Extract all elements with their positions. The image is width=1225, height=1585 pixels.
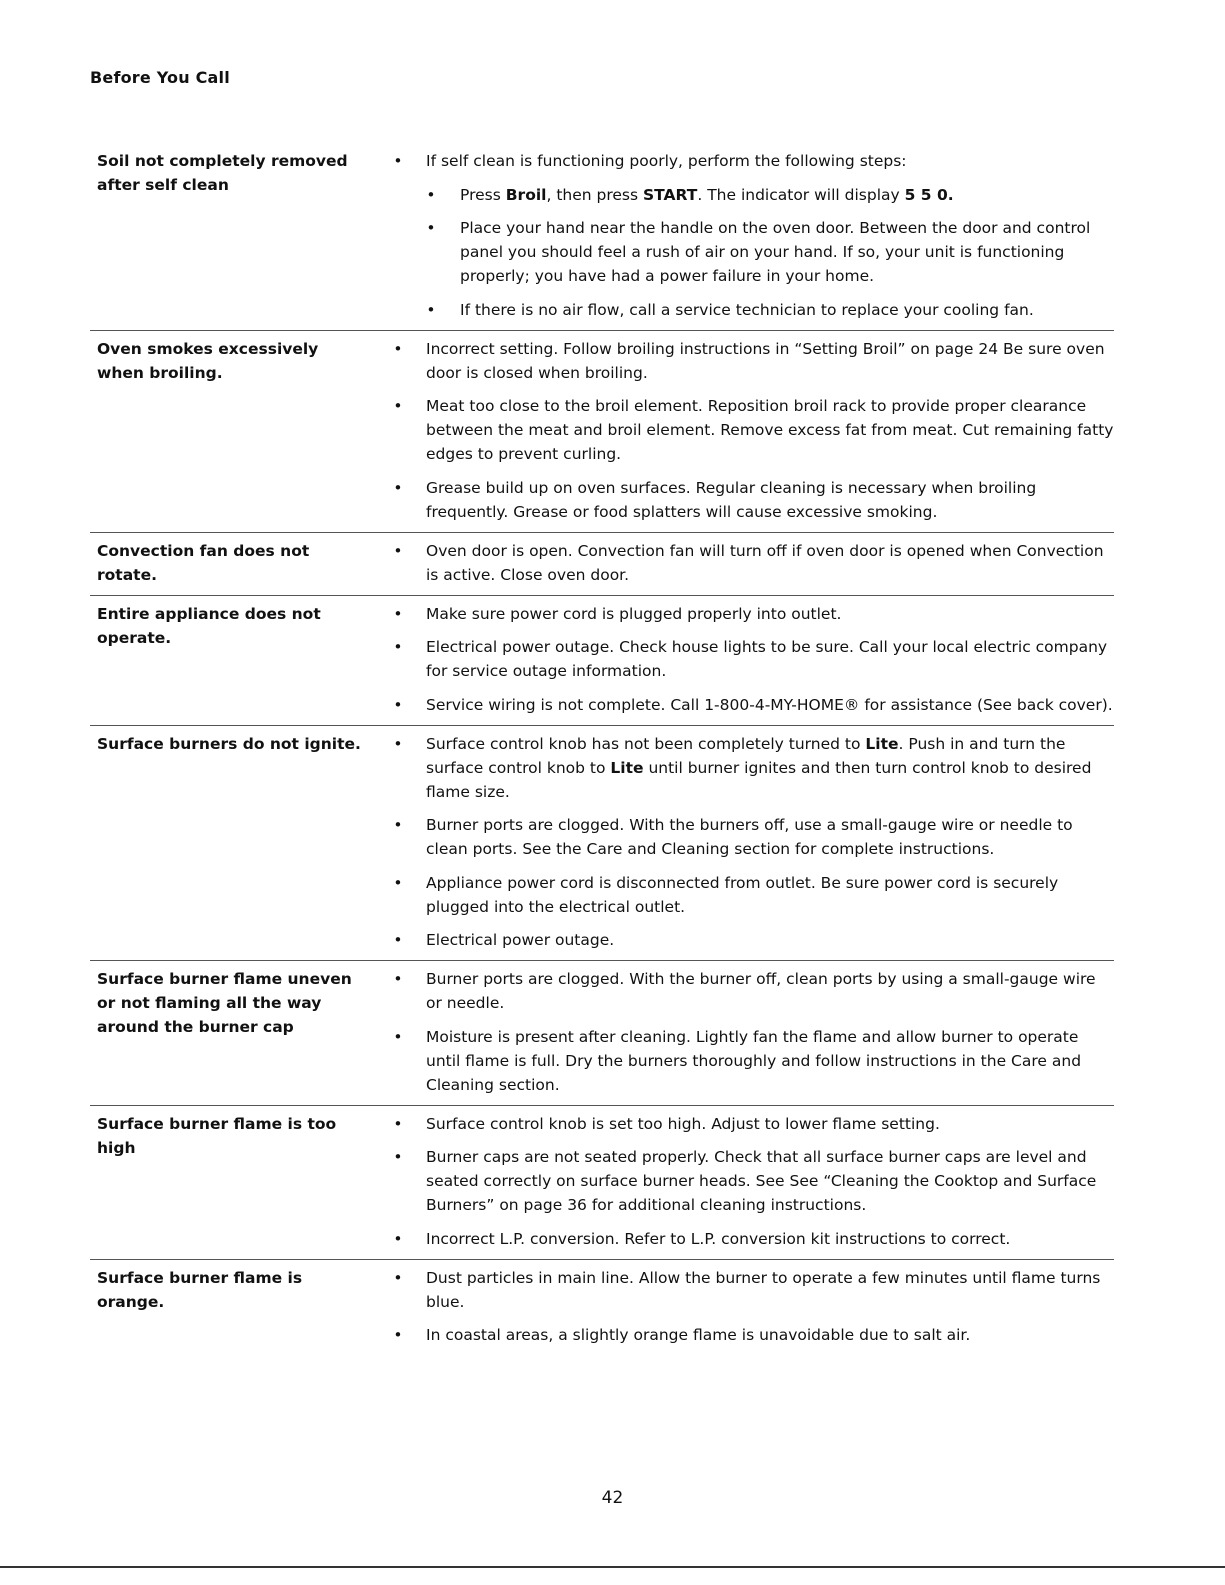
bullet-icon: •	[393, 1148, 403, 1166]
cause-text: Electrical power outage.	[426, 931, 615, 949]
trouble-row	[90, 1260, 1114, 1356]
cause-list	[375, 732, 1114, 957]
cause-item	[375, 1112, 1114, 1136]
problem-label: Surface burners do not ignite.	[97, 734, 361, 753]
cause-text: Service wiring is not complete. Call 1-800-4-MY-HOME® for assistance (See back cover).	[426, 695, 1113, 714]
sub-step	[426, 298, 1114, 322]
text-run: . The indicator will display	[697, 185, 905, 204]
cause-list	[375, 1266, 1114, 1352]
cause-item	[375, 1025, 1114, 1097]
bullet-icon: •	[426, 300, 436, 319]
problem-label: Surface burner flame is too high	[97, 1114, 337, 1157]
cause-item	[375, 1145, 1114, 1217]
cause-text: Make sure power cord is plugged properly into outlet.	[426, 604, 842, 623]
cause-text: Appliance power cord is disconnected from outlet. Be sure power cord is securely plugged into the electrical outlet.	[426, 873, 1059, 916]
bold-term: Broil	[505, 185, 547, 204]
bullet-icon: •	[393, 604, 403, 623]
trouble-row	[90, 533, 1114, 596]
text-run: If there is no air flow, call a service technician to replace your cooling fan.	[460, 300, 1034, 319]
cause-item	[375, 394, 1114, 466]
cause-list	[375, 967, 1114, 1101]
bullet-icon: •	[393, 1114, 403, 1133]
bullet-icon: •	[393, 541, 403, 560]
cause-text	[426, 735, 1091, 801]
cause-item	[375, 732, 1114, 804]
trouble-row	[90, 596, 1114, 726]
footer-rule	[0, 1566, 1225, 1568]
bullet-icon: •	[393, 339, 403, 358]
cause-text: Oven door is open. Convection fan will turn off if oven door is opened when Convection is active. Close oven door.	[426, 541, 1104, 584]
bullet-icon: •	[393, 638, 403, 656]
cause-text: Burner caps are not seated properly. Check that all surface burner caps are level and seated correctly on surface burner heads. See See “Cleaning the Cooktop and Surface Burners” on page 36 for additional cleaning instructions.	[426, 1148, 1097, 1214]
problem-label: Convection fan does not rotate.	[97, 541, 310, 584]
cause-item	[375, 967, 1114, 1015]
cause-list	[375, 337, 1114, 528]
cause-text: In coastal areas, a slightly orange flame is unavoidable due to salt air.	[426, 1326, 971, 1344]
troubleshooting-table	[90, 143, 1114, 1355]
cause-text: Dust particles in main line. Allow the burner to operate a few minutes until flame turns blue.	[426, 1268, 1101, 1311]
cause-item	[375, 813, 1114, 861]
cause-list	[375, 602, 1114, 721]
bold-term: Lite	[610, 758, 644, 777]
text-run: Press	[460, 185, 506, 204]
trouble-row	[90, 961, 1114, 1106]
cause-item	[375, 602, 1114, 626]
cause-item	[375, 337, 1114, 385]
problem-label: Surface burner flame is orange.	[97, 1268, 303, 1311]
bullet-icon: •	[393, 695, 403, 714]
trouble-row	[90, 331, 1114, 533]
cause-text: Meat too close to the broil element. Reposition broil rack to provide proper clearance between the meat and broil element. Remove excess fat from meat. Cut remaining fatty edges to prevent curling.	[426, 397, 1114, 463]
cause-item	[375, 635, 1114, 683]
cause-item	[375, 871, 1114, 919]
trouble-row	[90, 143, 1114, 331]
cause-item	[375, 1227, 1114, 1251]
trouble-row	[90, 726, 1114, 962]
problem-label: Surface burner flame uneven or not flaming all the way around the burner cap	[97, 970, 352, 1036]
cause-item	[375, 1266, 1114, 1314]
bullet-icon: •	[393, 1229, 403, 1248]
cause-text: Incorrect L.P. conversion. Refer to L.P. conversion kit instructions to correct.	[426, 1229, 1011, 1248]
sub-step-text	[460, 301, 1034, 319]
cause-item	[375, 928, 1114, 952]
cause-text: If self clean is functioning poorly, perform the following steps:	[426, 152, 907, 170]
problem-label: Oven smokes excessively when broiling.	[97, 339, 319, 382]
bullet-icon: •	[393, 873, 403, 892]
sub-step-text	[460, 186, 954, 204]
bullet-icon: •	[393, 931, 403, 949]
cause-item	[375, 539, 1114, 587]
bold-term: 5 5 0.	[904, 185, 954, 204]
sub-step	[426, 183, 1114, 207]
bold-term: Lite	[865, 734, 899, 753]
cause-text: Surface control knob is set too high. Adjust to lower flame setting.	[426, 1114, 940, 1133]
sub-step-text	[460, 219, 1090, 285]
cause-text: Burner ports are clogged. With the burners off, use a small-gauge wire or needle to clean ports. See the Care and Cleaning section for complete instructions.	[426, 816, 1073, 858]
bullet-icon: •	[393, 970, 403, 988]
text-run: Place your hand near the handle on the oven door. Between the door and control panel you should feel a rush of air on your hand. If so, your unit is functioning properly; you have had a power failure in your home.	[460, 219, 1091, 285]
cause-text: Moisture is present after cleaning. Lightly fan the flame and allow burner to operate until flame is full. Dry the burners thoroughly and follow instructions in the Care and Cleaning section.	[426, 1027, 1082, 1094]
bullet-icon: •	[393, 816, 403, 834]
cause-text: Burner ports are clogged. With the burner off, clean ports by using a small-gauge wire or needle.	[426, 970, 1096, 1012]
cause-item	[375, 149, 1114, 322]
cause-item	[375, 693, 1114, 717]
bullet-icon: •	[393, 734, 403, 753]
cause-text: Incorrect setting. Follow broiling instructions in “Setting Broil” on page 24 Be sure oven door is closed when broiling.	[426, 339, 1105, 382]
cause-list	[375, 149, 1114, 326]
problem-label: Entire appliance does not operate.	[97, 604, 321, 647]
bold-term: START	[643, 185, 698, 204]
bullet-icon: •	[426, 185, 436, 204]
text-run: Surface control knob has not been completely turned to	[426, 734, 866, 753]
cause-list	[375, 539, 1114, 591]
cause-text: Electrical power outage. Check house lights to be sure. Call your local electric company for service outage information.	[426, 638, 1108, 680]
text-run: until burner ignites and then turn control knob to desired flame size.	[426, 758, 1092, 801]
text-run: , then press	[546, 185, 643, 204]
bullet-icon: •	[393, 1027, 403, 1046]
page-header: Before You Call	[90, 68, 230, 87]
bullet-icon: •	[393, 397, 403, 415]
bullet-icon: •	[393, 1268, 403, 1287]
trouble-row	[90, 1106, 1114, 1260]
page-number: 42	[601, 1488, 624, 1508]
bullet-icon: •	[426, 219, 436, 237]
bullet-icon: •	[393, 478, 403, 497]
bullet-icon: •	[393, 152, 403, 170]
bullet-icon: •	[393, 1326, 403, 1344]
sub-step	[426, 216, 1114, 288]
problem-label: Soil not completely removed after self clean	[97, 152, 348, 194]
cause-item	[375, 476, 1114, 524]
cause-list	[375, 1112, 1114, 1255]
text-run: . Push in and turn the surface control knob to	[426, 734, 1066, 777]
cause-text: Grease build up on oven surfaces. Regular cleaning is necessary when broiling frequently. Grease or food splatters will cause excessive smoking.	[426, 478, 1037, 521]
cause-item	[375, 1323, 1114, 1347]
